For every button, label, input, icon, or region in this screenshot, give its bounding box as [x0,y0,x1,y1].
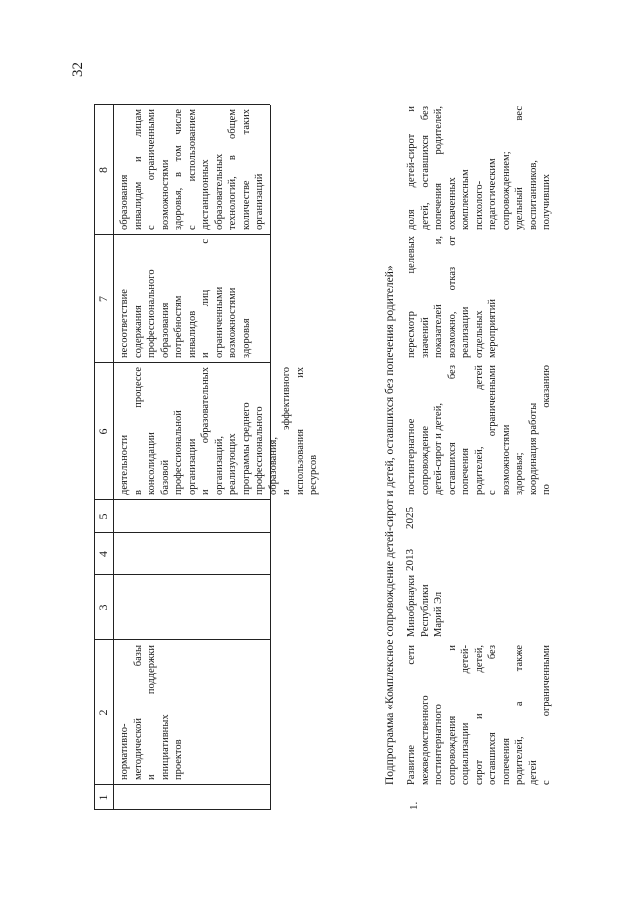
text-line: охваченных [446,177,458,230]
text-line: Марий Эл [433,591,444,637]
text-line: воспитанников, [527,160,539,230]
row1-col8 [405,106,554,230]
text-line: сопровождением; [500,151,512,230]
text-line: сирот и детей, [473,645,485,785]
text-line: межведомственного [419,695,431,785]
text-line: Республики [419,584,431,637]
text-line: сопровождение [419,425,431,495]
text-line: инвалидам и лицам [132,109,144,230]
header-col-8: 8 [96,167,110,173]
text-line: родителей, а также [514,645,525,785]
text-line: ограниченными [213,286,225,358]
text-line: комплексным [460,169,471,230]
text-line: технологий, в общем [227,109,238,230]
text-line: сопровождения и [446,645,458,785]
col-border-1 [94,784,270,785]
continued-row-col6 [118,367,321,495]
row1-end-year: 2025 [404,507,416,529]
text-line: пересмотр целевых [406,236,417,358]
text-line: попечения [460,448,471,495]
text-line: профессиональной [173,410,184,495]
text-line: значений [419,317,431,358]
text-line: с использованием [186,109,198,230]
text-line: оставшихся без [487,645,498,785]
col-border-5 [94,499,270,500]
text-line: отдельных [473,310,485,358]
text-line: потребностям [173,295,184,358]
text-line: координация работы [527,402,539,495]
continued-row-col8 [118,109,267,230]
text-line: родителей, детей [473,365,485,495]
text-line: деятельности [119,434,130,495]
text-line: здоровья; [514,452,525,495]
col-border-6 [94,362,270,363]
text-line: психолого- [473,180,485,230]
text-line: удельный вес [514,106,525,230]
text-line: и лиц с [200,239,211,358]
text-line: организаций [254,173,265,230]
text-line: возможно, отказ от [446,236,458,358]
text-line: и эффективного [281,367,292,495]
text-line: организаций, [213,436,225,495]
continued-row-col2 [118,645,186,780]
header-col-5: 5 [96,513,110,520]
col-border-3 [94,574,270,575]
text-line: нормативно- [119,723,130,780]
text-line: реализующих [227,433,238,495]
text-line: и образовательных [200,367,211,495]
text-line: образовательных [213,153,225,230]
subprogram-title: Подпрограмма «Комплексное сопровождение детей-сирот и детей, оставшихся без попечения родителей» [384,265,396,785]
text-line: здоровья [240,318,252,358]
text-line: инвалидов [186,310,198,358]
col-border-7 [94,234,270,235]
text-line: Минобрнауки [406,574,417,637]
text-line: образования [119,174,130,230]
col-border-8 [94,104,270,105]
text-line: получивших [541,173,552,230]
row1-start-year: 2013 [404,549,416,571]
page-number: 32 [70,62,86,77]
header-col-2: 2 [96,709,110,716]
text-line: постинтернатного [433,704,444,785]
text-line: программы среднего [240,402,252,495]
row-number: 1. [408,801,420,810]
text-line: количестве таких [240,109,252,230]
text-line: детей-сирот и детей, [433,403,444,495]
text-line: возможностями [159,159,171,230]
text-line: с ограниченными [541,645,552,785]
text-line: попечения родителей, [433,106,444,230]
text-line: образования [159,302,171,358]
text-line: возможностями [500,424,512,495]
text-line: ресурсов [308,454,319,495]
text-line: в процессе [132,367,144,495]
header-col-3: 3 [96,604,110,611]
header-col-7: 7 [96,296,110,302]
header-col-6: 6 [96,428,110,435]
table-header-bottom-border [113,105,114,810]
text-line: детей, оставшихся без [419,106,431,230]
text-line: содержания [132,305,144,358]
text-line: организации [186,438,198,495]
text-line: возможностями [227,287,238,358]
text-line: показателей и, [433,236,444,358]
text-line: Развитие сети [406,645,417,785]
text-line: педагогическим [487,158,498,230]
text-line: образования, [267,436,279,495]
text-line: по оказанию [541,365,552,495]
col-border-2 [94,639,270,640]
text-line: оставшихся без [446,365,458,495]
col-border-0 [94,809,270,810]
text-line: методической базы [132,645,144,780]
continued-row-col7 [118,239,253,358]
text-line: с ограниченными [146,109,157,230]
row1-col7 [405,236,500,358]
text-line: несоответствие [119,289,130,358]
text-line: с ограниченными [487,365,498,495]
text-line: профессионального [254,406,265,495]
row1-col3-responsible [405,575,446,637]
row1-col2 [405,645,554,785]
header-col-1: 1 [96,794,110,801]
text-line: попечения [500,738,512,785]
col-border-4 [94,532,270,533]
row1-col6 [405,365,554,495]
text-line: социализации детей- [460,645,471,785]
text-line: профессионального [146,269,157,358]
text-line: детей [527,760,539,785]
text-line: проектов [173,739,184,780]
text-line: реализации [460,306,471,358]
text-line: инициативных [159,714,171,780]
text-line: консолидации [146,432,157,495]
text-line: постинтернатное [406,418,417,495]
text-line: здоровья, в том числе [173,109,184,230]
text-line: дистанционных [200,159,211,230]
text-line: базовой [159,459,171,495]
header-col-4: 4 [96,551,110,557]
text-line: доля детей-сирот и [406,106,417,230]
text-line: и поддержки [146,645,157,780]
text-line: использования их [294,367,306,495]
text-line: мероприятий [487,299,498,358]
